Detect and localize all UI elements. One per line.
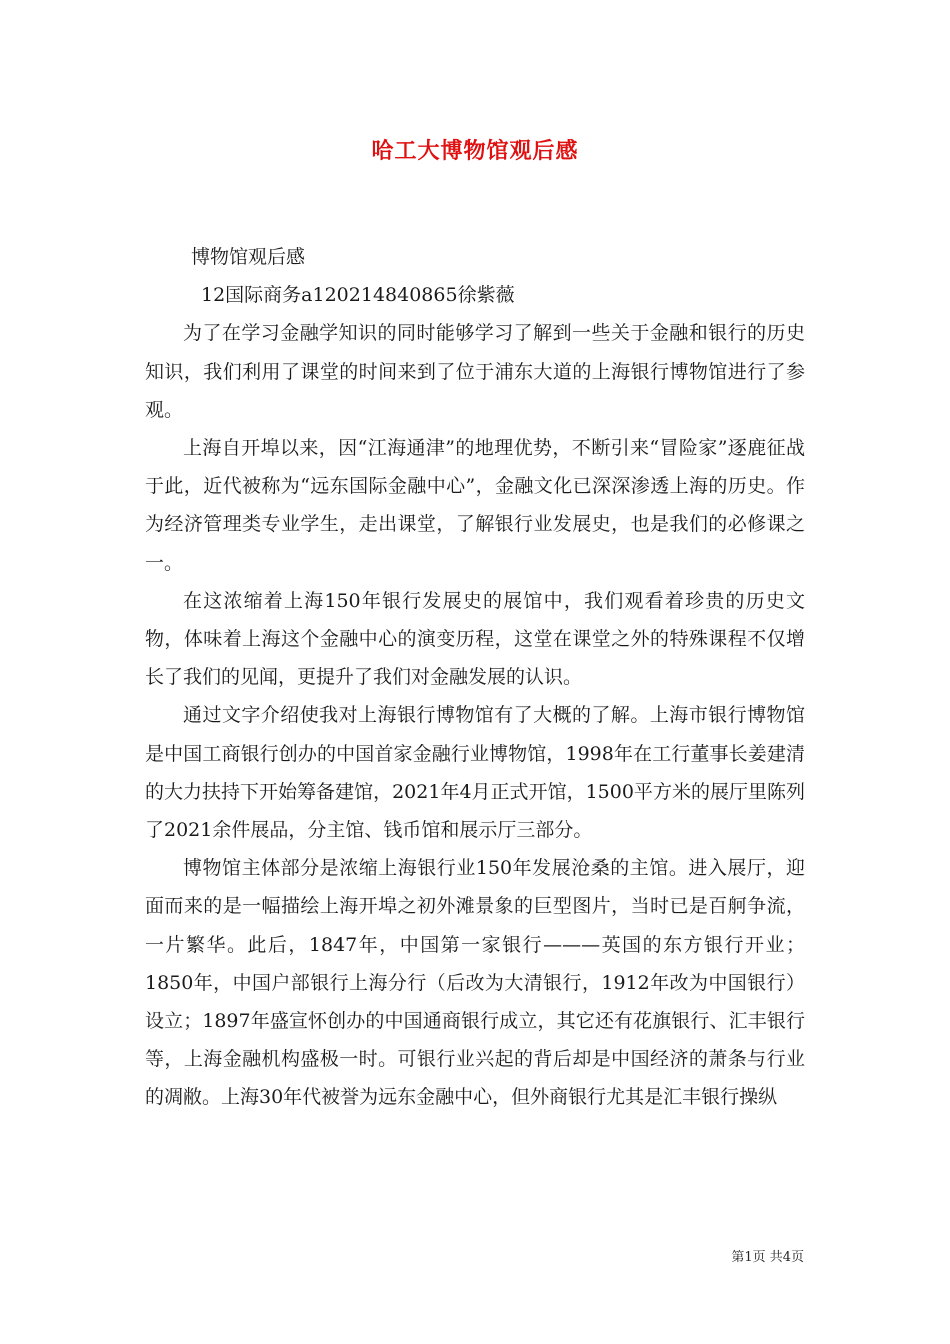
paragraph-4: 通过文字介绍使我对上海银行博物馆有了大概的了解。上海市银行博物馆是中国工商银行创办的中国首家金融行业博物馆，1998年在工行董事长姜建清的大力扶持下开始筹备建馆，2021年4月正式开馆，1500平方米的展厅里陈列了2021余件展品，分主馆、钱币馆和展示厅三部分。 xyxy=(145,704,805,842)
paragraph-2: 上海自开埠以来，因“江海通津”的地理优势，不断引来“冒险家”逐鹿征战于此，近代被称为“远东国际金融中心”，金融文化已深深渗透上海的历史。作为经济管理类专业学生，走出课堂，了解银行业发展史，也是我们的必修课之一。 xyxy=(145,437,805,574)
document-title: 哈工大博物馆观后感 xyxy=(371,138,579,164)
paragraph-5: 博物馆主体部分是浓缩上海银行业150年发展沧桑的主馆。进入展厅，迎面而来的是一幅描绘上海开埠之初外滩景象的巨型图片，当时已是百舸争流，一片繁华。此后，1847年，中国第一家银行———英国的东方银行开业；1850年，中国户部银行上海分行（后改为大清银行，1912年改为中国银行）设立；1897年盛宣怀创办的中国通商银行成立，其它还有花旗银行、汇丰银行等，上海金融机构盛极一时。可银行业兴起的背后却是中国经济的萧条与行业的凋敝。上海30年代被誉为远东金融中心，但外商银行尤其是汇丰银行操纵 xyxy=(145,857,805,1109)
document-subtitle: 博物馆观后感 xyxy=(191,246,306,268)
page-footer: 第1页 共4页 xyxy=(731,1250,804,1265)
paragraph-1: 为了在学习金融学知识的同时能够学习了解到一些关于金融和银行的历史知识，我们利用了课堂的时间来到了位于浦东大道的上海银行博物馆进行了参观。 xyxy=(145,322,805,421)
author-line: 12国际商务a120214840865徐紫薇 xyxy=(201,284,515,307)
document-body xyxy=(145,238,805,1117)
paragraph-3: 在这浓缩着上海150年银行发展史的展馆中，我们观看着珍贵的历史文物，体味着上海这个金融中心的演变历程，这堂在课堂之外的特殊课程不仅增长了我们的见闻，更提升了我们对金融发展的认识。 xyxy=(145,589,805,689)
